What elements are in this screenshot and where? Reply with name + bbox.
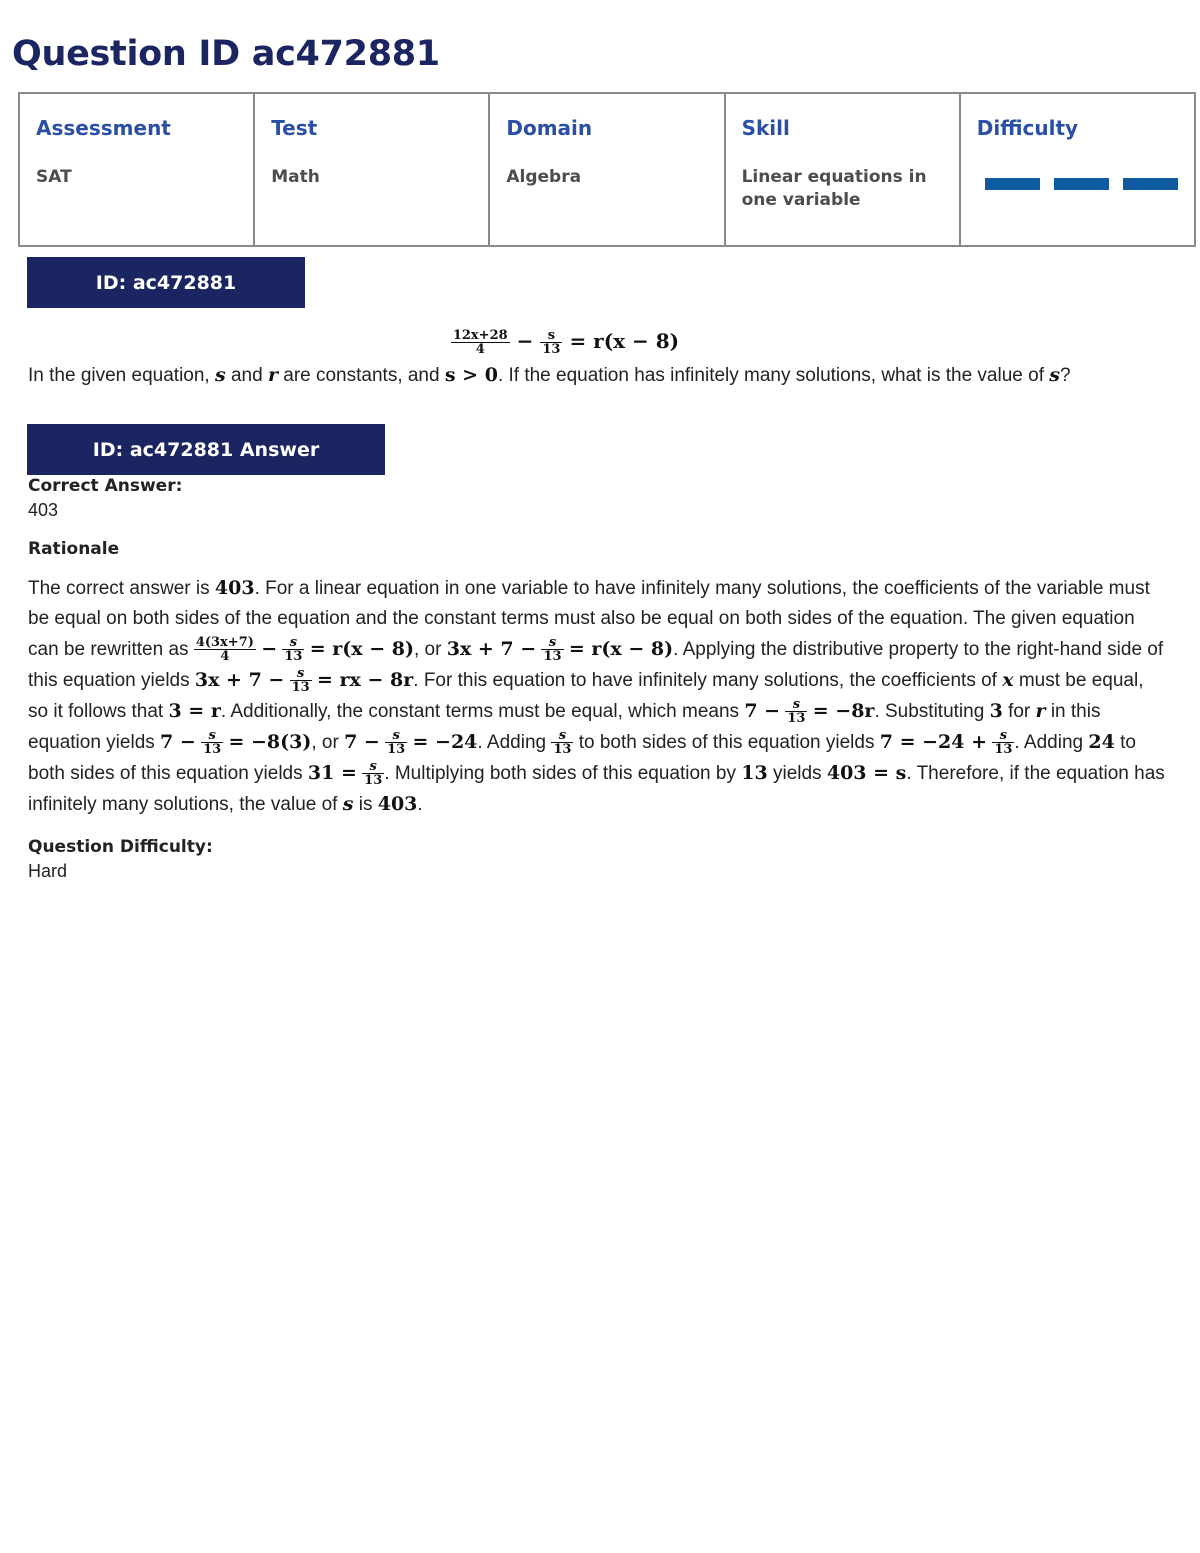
math-fraction xyxy=(785,698,807,725)
math-expr: s > 0 xyxy=(444,364,498,386)
fraction-denominator: 13 xyxy=(543,649,562,665)
text-run: . Adding xyxy=(1014,732,1089,753)
fraction-denominator: 13 xyxy=(364,773,383,789)
math-expr: 3x + 7 − xyxy=(446,638,537,660)
math-fraction xyxy=(385,729,407,756)
text-run: are constants, and xyxy=(277,365,445,386)
page-title: Question ID ac472881 xyxy=(12,34,440,74)
meta-cell-domain xyxy=(489,93,724,246)
math-expr: 403 xyxy=(377,793,418,815)
math-var: s xyxy=(342,793,354,815)
fraction-denominator: 4 xyxy=(475,342,485,357)
math-fraction xyxy=(541,636,563,663)
fraction-denominator: 13 xyxy=(387,742,406,758)
answer-id-banner: ID: ac472881 Answer xyxy=(27,424,385,475)
fraction-numerator: s xyxy=(290,667,312,681)
math-expr: = −8(3) xyxy=(228,731,312,753)
text-run: . For a linear equation in one variable to have infinitely many solutions, the coefficients of the variable must be equal on both sides of the equation and the constant terms must also be equal on both sides of the equation. The given equation can be rewritten as xyxy=(28,578,1150,660)
question-text xyxy=(28,364,1071,387)
math-expr: 7 = −24 + xyxy=(879,731,988,753)
text-run: . Multiplying both sides of this equation by xyxy=(384,763,742,784)
meta-value-assessment: SAT xyxy=(36,167,72,187)
fraction-denominator: 13 xyxy=(203,742,222,758)
question-meta-table xyxy=(18,92,1196,247)
text-run: In the given equation, xyxy=(28,365,215,386)
fraction-numerator: s xyxy=(282,636,304,650)
fraction-denominator: 13 xyxy=(284,649,303,665)
math-expr: − xyxy=(261,638,278,660)
text-run: . Adding xyxy=(477,732,552,753)
meta-header-test: Test xyxy=(271,116,318,140)
text-run: The correct answer is xyxy=(28,578,215,599)
fraction-denominator: 13 xyxy=(553,742,572,758)
text-run: to both sides of this equation yields xyxy=(28,732,1136,784)
meta-cell-assessment xyxy=(19,93,254,246)
text-run: . For this equation to have infinitely many solutions, the coefficients of xyxy=(413,670,1003,691)
math-var: r xyxy=(267,364,278,386)
fraction-denominator: 13 xyxy=(542,342,561,357)
meta-header-skill: Skill xyxy=(741,116,790,140)
meta-header-domain: Domain xyxy=(506,116,593,140)
math-var: s xyxy=(214,364,226,386)
math-fraction xyxy=(551,729,573,756)
fraction-numerator: 12x+28 xyxy=(452,328,508,343)
text-run: . Therefore, if the equation has infinitely many solutions, the value of xyxy=(28,763,1165,815)
math-expr: 31 = xyxy=(307,762,357,784)
math-expr: 7 − xyxy=(160,731,196,753)
math-fraction xyxy=(290,667,312,694)
equation-fraction-s xyxy=(540,329,562,356)
math-expr: 3 xyxy=(989,700,1003,722)
rationale-text xyxy=(28,573,1168,820)
text-run: ? xyxy=(1059,365,1071,386)
fraction-numerator: s xyxy=(551,729,573,743)
fraction-numerator: s xyxy=(785,698,807,712)
math-expr: 3x + 7 − xyxy=(194,669,285,691)
math-fraction xyxy=(992,729,1014,756)
math-fraction xyxy=(201,729,223,756)
meta-header-assessment: Assessment xyxy=(36,116,171,140)
correct-answer-value: 403 xyxy=(28,500,59,520)
meta-header-difficulty: Difficulty xyxy=(976,116,1079,140)
rationale-label: Rationale xyxy=(28,539,120,559)
math-expr: = −8r xyxy=(812,700,875,722)
fraction-denominator: 4 xyxy=(220,649,230,665)
text-run: . If the equation has infinitely many solutions, what is the value of xyxy=(497,365,1050,386)
difficulty-bar xyxy=(1054,178,1109,190)
math-expr: 3 = r xyxy=(168,700,221,722)
fraction-numerator: s xyxy=(201,729,223,743)
math-var: x xyxy=(1002,669,1014,691)
fraction-numerator: s xyxy=(992,729,1014,743)
meta-value-domain: Algebra xyxy=(506,167,582,187)
difficulty-label: Question Difficulty: xyxy=(28,837,213,857)
math-expr: 403 xyxy=(214,577,255,599)
fraction-denominator: 13 xyxy=(994,742,1013,758)
difficulty-value: Hard xyxy=(28,861,68,881)
text-run: in this equation yields xyxy=(28,701,1101,753)
math-expr: = r(x − 8) xyxy=(309,638,414,660)
fraction-numerator: 4(3x+7) xyxy=(195,635,254,651)
fraction-numerator: s xyxy=(385,729,407,743)
text-run: . Applying the distributive property to the right-hand side of this equation yields xyxy=(28,639,1164,691)
equation-fraction xyxy=(451,329,510,356)
text-run: . Substituting xyxy=(874,701,990,722)
fraction-numerator: s xyxy=(362,760,384,774)
text-run: . Additionally, the constant terms must be equal, which means xyxy=(220,701,745,722)
difficulty-bars xyxy=(977,178,1178,190)
math-expr: 13 xyxy=(741,762,768,784)
math-var: s xyxy=(1049,364,1060,386)
text-run: and xyxy=(225,365,268,386)
meta-cell-difficulty xyxy=(960,93,1195,246)
difficulty-bar xyxy=(985,178,1040,190)
fraction-denominator: 13 xyxy=(291,680,310,696)
text-run: to both sides of this equation yields xyxy=(573,732,880,753)
text-run: , or xyxy=(311,732,345,753)
question-id-banner: ID: ac472881 xyxy=(27,257,305,308)
equation-rhs: = r(x − 8) xyxy=(569,329,680,353)
meta-value-skill: Linear equations in one variable xyxy=(741,167,927,210)
text-run: yields xyxy=(767,763,827,784)
fraction-numerator: s xyxy=(541,636,563,650)
fraction-numerator: s xyxy=(540,329,562,343)
math-expr: = −24 xyxy=(412,731,478,753)
text-run: for xyxy=(1002,701,1036,722)
math-expr: 7 − xyxy=(344,731,380,753)
meta-value-test: Math xyxy=(271,167,320,187)
meta-cell-test xyxy=(254,93,489,246)
text-run: is xyxy=(353,794,378,815)
difficulty-bar xyxy=(1123,178,1178,190)
text-run: . xyxy=(417,794,423,815)
text-run: must be equal, so it follows that xyxy=(28,670,1144,722)
math-fraction xyxy=(194,636,256,663)
math-fraction xyxy=(362,760,384,787)
math-fraction xyxy=(282,636,304,663)
math-var: r xyxy=(1035,700,1046,722)
fraction-denominator: 13 xyxy=(787,711,806,727)
meta-cell-skill xyxy=(725,93,960,246)
equation-minus: − xyxy=(516,329,534,353)
math-expr: 24 xyxy=(1088,731,1115,753)
correct-answer-label: Correct Answer: xyxy=(28,476,183,496)
question-equation xyxy=(0,329,1130,356)
math-expr: 7 − xyxy=(744,700,781,722)
text-run: , or xyxy=(414,639,447,660)
math-expr: = r(x − 8) xyxy=(568,638,674,660)
math-expr: 403 = s xyxy=(826,762,907,784)
math-expr: = rx − 8r xyxy=(317,669,414,691)
